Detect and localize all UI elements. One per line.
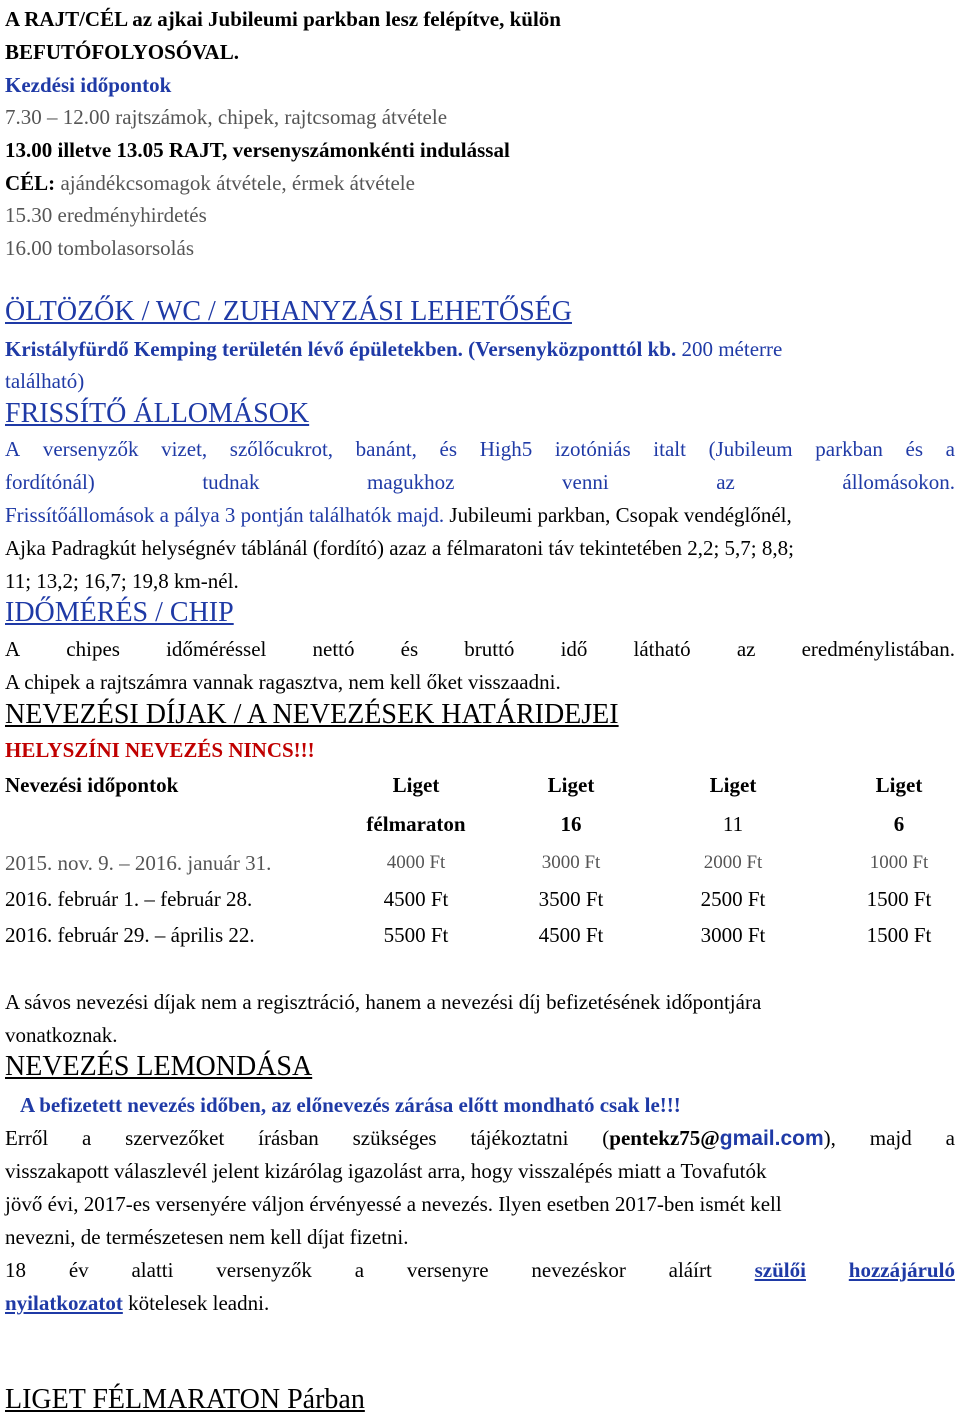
cancel-line-1 (5, 1125, 955, 1152)
price-cell: 2000 Ft (703, 852, 763, 873)
dressing-line-1 (5, 336, 955, 362)
cancel-line-6 (5, 1290, 955, 1316)
word: állomásokon. (842, 470, 955, 494)
column-header: Liget (392, 773, 440, 797)
word: idő (560, 637, 588, 661)
email-user: pentekz75@ (609, 1126, 720, 1150)
fees-title: NEVEZÉSI DÍJAK / A NEVEZÉSEK HATÁRIDEJEI (5, 699, 619, 730)
price-cell: 1000 Ft (869, 852, 929, 873)
word: szükséges (352, 1126, 437, 1150)
word: versenyre (406, 1258, 489, 1282)
word: izotóniás (554, 437, 631, 461)
word: parkban (815, 437, 883, 461)
word: tudnak (202, 470, 260, 494)
column-subheader: 16 (560, 812, 582, 836)
word: majd (869, 1126, 912, 1150)
paren-close: ), (823, 1126, 836, 1150)
word: Erről (5, 1126, 49, 1150)
price-cell: 5500 Ft (383, 923, 449, 947)
column-subheader: 6 (893, 812, 905, 836)
refresh-line-4: Ajka Padragkút helységnév táblánál (fordító) azaz a félmaratoni táv tekintetében 2,2; 5,7; 8,8; (5, 536, 794, 560)
intro-line-2: BEFUTÓFOLYOSÓVAL. (5, 40, 239, 64)
period-cell: 2016. február 29. – április 22. (5, 923, 255, 947)
word: (Jubileum (708, 437, 793, 461)
period-column-header: Nevezési időpontok (5, 773, 179, 797)
footer-title: LIGET FÉLMARATON Párban (5, 1384, 365, 1415)
word: a (945, 437, 955, 461)
column-subheader: félmaraton (366, 812, 466, 836)
word: eredménylistában. (801, 637, 955, 661)
word: A (5, 437, 21, 461)
cancel-title: NEVEZÉS LEMONDÁSA (5, 1051, 313, 1082)
word: és (905, 437, 924, 461)
word: versenyzők (216, 1258, 312, 1282)
parental-consent-link[interactable]: hozzájáruló (848, 1258, 955, 1282)
table-row (5, 850, 955, 880)
word: venni (562, 470, 609, 494)
fees-table-subheader (5, 811, 955, 841)
schedule-item: 15.30 eredményhirdetés (5, 203, 207, 227)
word: vizet, (161, 437, 208, 461)
price-cell: 4500 Ft (538, 923, 604, 947)
fees-note-1: A sávos nevezési díjak nem a regisztráció, hanem a nevezési díj befizetésének időpontjára (5, 990, 762, 1014)
word: időméréssel (166, 637, 267, 661)
word: és (439, 437, 458, 461)
period-cell: 2016. február 1. – február 28. (5, 887, 253, 911)
word: a (945, 1126, 955, 1150)
cancel-line-2: visszakapott válaszlevél jelent kizárólag igazolást arra, hogy visszalépés miatt a Tovafutók (5, 1159, 767, 1183)
cancel-line-6-text: kötelesek leadni. (122, 1291, 270, 1315)
dressing-location: Kristályfürdő Kemping területén lévő épületekben. (Versenyközponttól kb. (5, 337, 677, 361)
table-row (5, 922, 955, 952)
paren-open: ( (602, 1126, 610, 1150)
dressing-title: ÖLTÖZŐK / WC / ZUHANYZÁSI LEHETŐSÉG (5, 296, 572, 327)
column-subheader: 11 (722, 812, 744, 836)
column-header: Liget (547, 773, 595, 797)
price-cell: 3000 Ft (541, 852, 601, 873)
word: aláírt (668, 1258, 712, 1282)
cancel-line-3: jövő évi, 2017-es versenyére váljon érvényessé a nevezés. Ilyen esetben 2017-ben ismét kell (5, 1192, 782, 1216)
parental-consent-link[interactable]: nyilatkozatot (5, 1291, 123, 1315)
timing-title: IDŐMÉRÉS / CHIP (5, 597, 234, 628)
word: az (716, 470, 735, 494)
word: fordítónál) (5, 470, 95, 494)
schedule-item: 16.00 tombolasorsolás (5, 236, 194, 260)
price-cell: 2500 Ft (700, 887, 766, 911)
word: chipes (66, 637, 120, 661)
refresh-line-3 (5, 502, 955, 528)
word: év (68, 1258, 89, 1282)
price-cell: 4500 Ft (383, 887, 449, 911)
finish-text: ajándékcsomagok átvétele, érmek átvétele (55, 171, 415, 195)
email-group (602, 1125, 836, 1152)
word: látható (633, 637, 691, 661)
cancel-deadline-note: A befizetett nevezés időben, az előnevezés zárása előtt mondható csak le!!! (20, 1093, 681, 1117)
word: 18 (5, 1258, 26, 1282)
word: banánt, (355, 437, 417, 461)
word: a (82, 1126, 92, 1150)
word: a (354, 1258, 365, 1282)
word: szervezőket (125, 1126, 225, 1150)
schedule-item: 13.00 illetve 13.05 RAJT, versenyszámonkénti indulással (5, 138, 510, 162)
dressing-distance: 200 méterre (676, 337, 783, 361)
price-cell: 4000 Ft (386, 852, 446, 873)
word: az (736, 637, 756, 661)
dressing-line-2: található) (5, 369, 85, 393)
finish-label: CÉL: (5, 171, 56, 195)
word: High5 (479, 437, 533, 461)
refresh-title: FRISSÍTŐ ÁLLOMÁSOK (5, 398, 310, 429)
timing-line-1 (5, 636, 955, 662)
fees-note-2: vonatkoznak. (5, 1023, 118, 1047)
cancel-line-5 (5, 1257, 955, 1283)
no-onsite-warning: HELYSZÍNI NEVEZÉS NINCS!!! (5, 738, 315, 762)
word: bruttó (464, 637, 515, 661)
fees-table-header (5, 772, 955, 802)
word: italt (653, 437, 686, 461)
schedule-item (5, 170, 955, 196)
word: magukhoz (367, 470, 455, 494)
cancel-line-4: nevezni, de természetesen nem kell díjat fizetni. (5, 1225, 409, 1249)
email-domain-link[interactable]: gmail.com (719, 1127, 824, 1150)
word: és (400, 637, 419, 661)
timing-line-2: A chipek a rajtszámra vannak ragasztva, nem kell őket visszaadni. (5, 670, 561, 694)
table-row (5, 886, 955, 916)
schedule-item: 7.30 – 12.00 rajtszámok, chipek, rajtcsomag átvétele (5, 105, 448, 129)
start-times-title: Kezdési időpontok (5, 73, 172, 97)
price-cell: 1500 Ft (866, 923, 932, 947)
column-header: Liget (709, 773, 757, 797)
word: A (5, 637, 21, 661)
refresh-locations: Jubileumi parkban, Csopak vendéglőnél, (444, 503, 792, 527)
refresh-line-5: 11; 13,2; 16,7; 19,8 km-nél. (5, 569, 239, 593)
word: versenyzők (42, 437, 139, 461)
word: nevezéskor (531, 1258, 626, 1282)
period-cell: 2015. nov. 9. – 2016. január 31. (5, 851, 272, 875)
word: írásban (258, 1126, 319, 1150)
word: szőlőcukrot, (229, 437, 334, 461)
refresh-points: Frissítőállomások a pálya 3 pontján találhatók majd. (5, 503, 445, 527)
refresh-line-2 (5, 469, 955, 495)
price-cell: 1500 Ft (866, 887, 932, 911)
word: nettó (312, 637, 355, 661)
intro-line-1: A RAJT/CÉL az ajkai Jubileumi parkban lesz felépítve, külön (5, 7, 561, 31)
parental-consent-link[interactable]: szülői (754, 1258, 806, 1282)
refresh-line-1 (5, 436, 955, 462)
word: alatti (131, 1258, 174, 1282)
price-cell: 3500 Ft (538, 887, 604, 911)
word: tájékoztatni (470, 1126, 569, 1150)
column-header: Liget (875, 773, 923, 797)
price-cell: 3000 Ft (700, 923, 766, 947)
